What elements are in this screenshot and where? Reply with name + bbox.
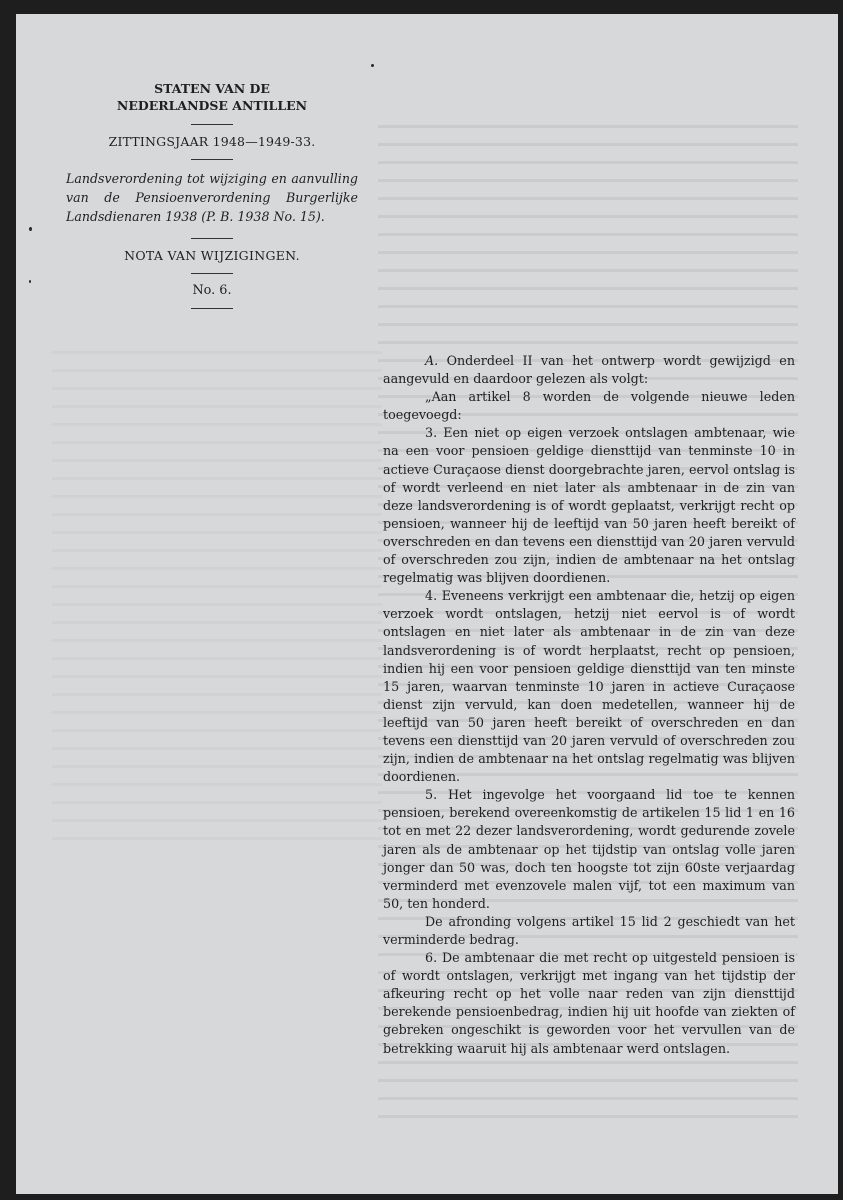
org-line-2: NEDERLANDSE ANTILLEN [116, 98, 308, 113]
paragraph-3: 3. Een niet op eigen verzoek ontslagen ambtenaar, wie na een voor pensioen geldige diensttijd van tenminste 10 in actieve Curaçaose dienst doorgebrachte jaren, eervol ontslag is of wordt verleend en niet later als ambtenaar in de zin van deze landsverordening is of wordt geplaatst, verkrijgt recht op pensioen, wanneer hij de leeftijd van 50 jaren heeft bereikt of overschreden en dan tevens een diensttijd van 20 jaren vervuld of overschreden zou zijn, indien de ambtenaar na het ontslag regelmatig was blijven doordienen. [383, 425, 795, 586]
bleed-through-left [52, 344, 382, 844]
paragraph-intro: „Aan artikel 8 worden de volgende nieuwe leden toegevoegd: [383, 389, 795, 423]
paragraph-5b: De afronding volgens artikel 15 lid 2 geschiedt van het verminderde bedrag. [383, 913, 795, 947]
paragraph-a [383, 352, 795, 388]
document-header [64, 80, 360, 318]
session-year: ZITTINGSJAAR 1948—1949-33. [108, 134, 316, 149]
paragraph-4: 4. Eveneens verkrijgt een ambtenaar die, hetzij op eigen verzoek wordt ontslagen, hetzij niet eervol is of wordt ontslagen en niet later als ambtenaar in de zin van deze landsverordening is of wordt herplaatst, recht op pensioen, indien hij een voor pensioen geldige diensttijd van ten minste 15 jaren, waarvan tenminste 10 jaren in actieve Curaçaose dienst zijn vervuld, kan doen medetellen, wanneer hij de leeftijd van 50 jaren heeft bereikt of overschreden en dan tevens een diensttijd van 20 jaren vervuld of overschreden zou zijn, indien de ambtenaar na het ontslag regelmatig was blijven doordienen. [383, 588, 795, 785]
paragraph-5: 5. Het ingevolge het voorgaand lid toe te kennen pensioen, berekend overeenkomstig de artikelen 15 lid 1 en 16 tot en met 22 dezer landsverordening, wordt gedurende zovele jaren als de ambtenaar op het tijdstip van ontslag volle jaren jonger dan 50 was, doch ten hoogste tot zijn 60ste verjaardag verminderd met evenzovele malen vijf, tot een maximum van 50, ten honderd. [383, 787, 795, 911]
org-line-1: STATEN VAN DE [154, 81, 270, 96]
paragraph-6: 6. De ambtenaar die met recht op uitgesteld pensioen is of wordt ontslagen, verkrijgt met ingang van het tijdstip der afkeuring recht op het volle naar reden van zijn diensttijd berekende pensioenbedrag, indien hij uit hoofde van ziekten of gebreken ongeschikt is geworden voor het vervullen van de betrekking waaruit hij als ambtenaar werd ontslagen. [383, 950, 795, 1056]
document-number: No. 6. [192, 283, 232, 298]
divider [191, 273, 233, 274]
document-type: NOTA VAN WIJZIGINGEN. [124, 248, 300, 263]
paragraph-a-marker: A. [425, 353, 439, 368]
divider [191, 238, 233, 239]
document-page [16, 14, 838, 1194]
bill-subject: Landsverordening tot wijziging en aanvulling van de Pensioenverordening Burgerlijke Landsdienaren 1938 (P. B. 1938 No. 15). [66, 171, 358, 224]
divider [191, 159, 233, 160]
paper-speck [29, 280, 31, 283]
amendment-text [383, 352, 795, 1058]
divider [191, 308, 233, 309]
divider [191, 124, 233, 125]
paragraph-a-text: Onderdeel II van het ontwerp wordt gewijzigd en aangevuld en daardoor gelezen als volgt: [383, 353, 795, 387]
paper-speck [29, 227, 32, 231]
paper-speck [371, 64, 374, 67]
